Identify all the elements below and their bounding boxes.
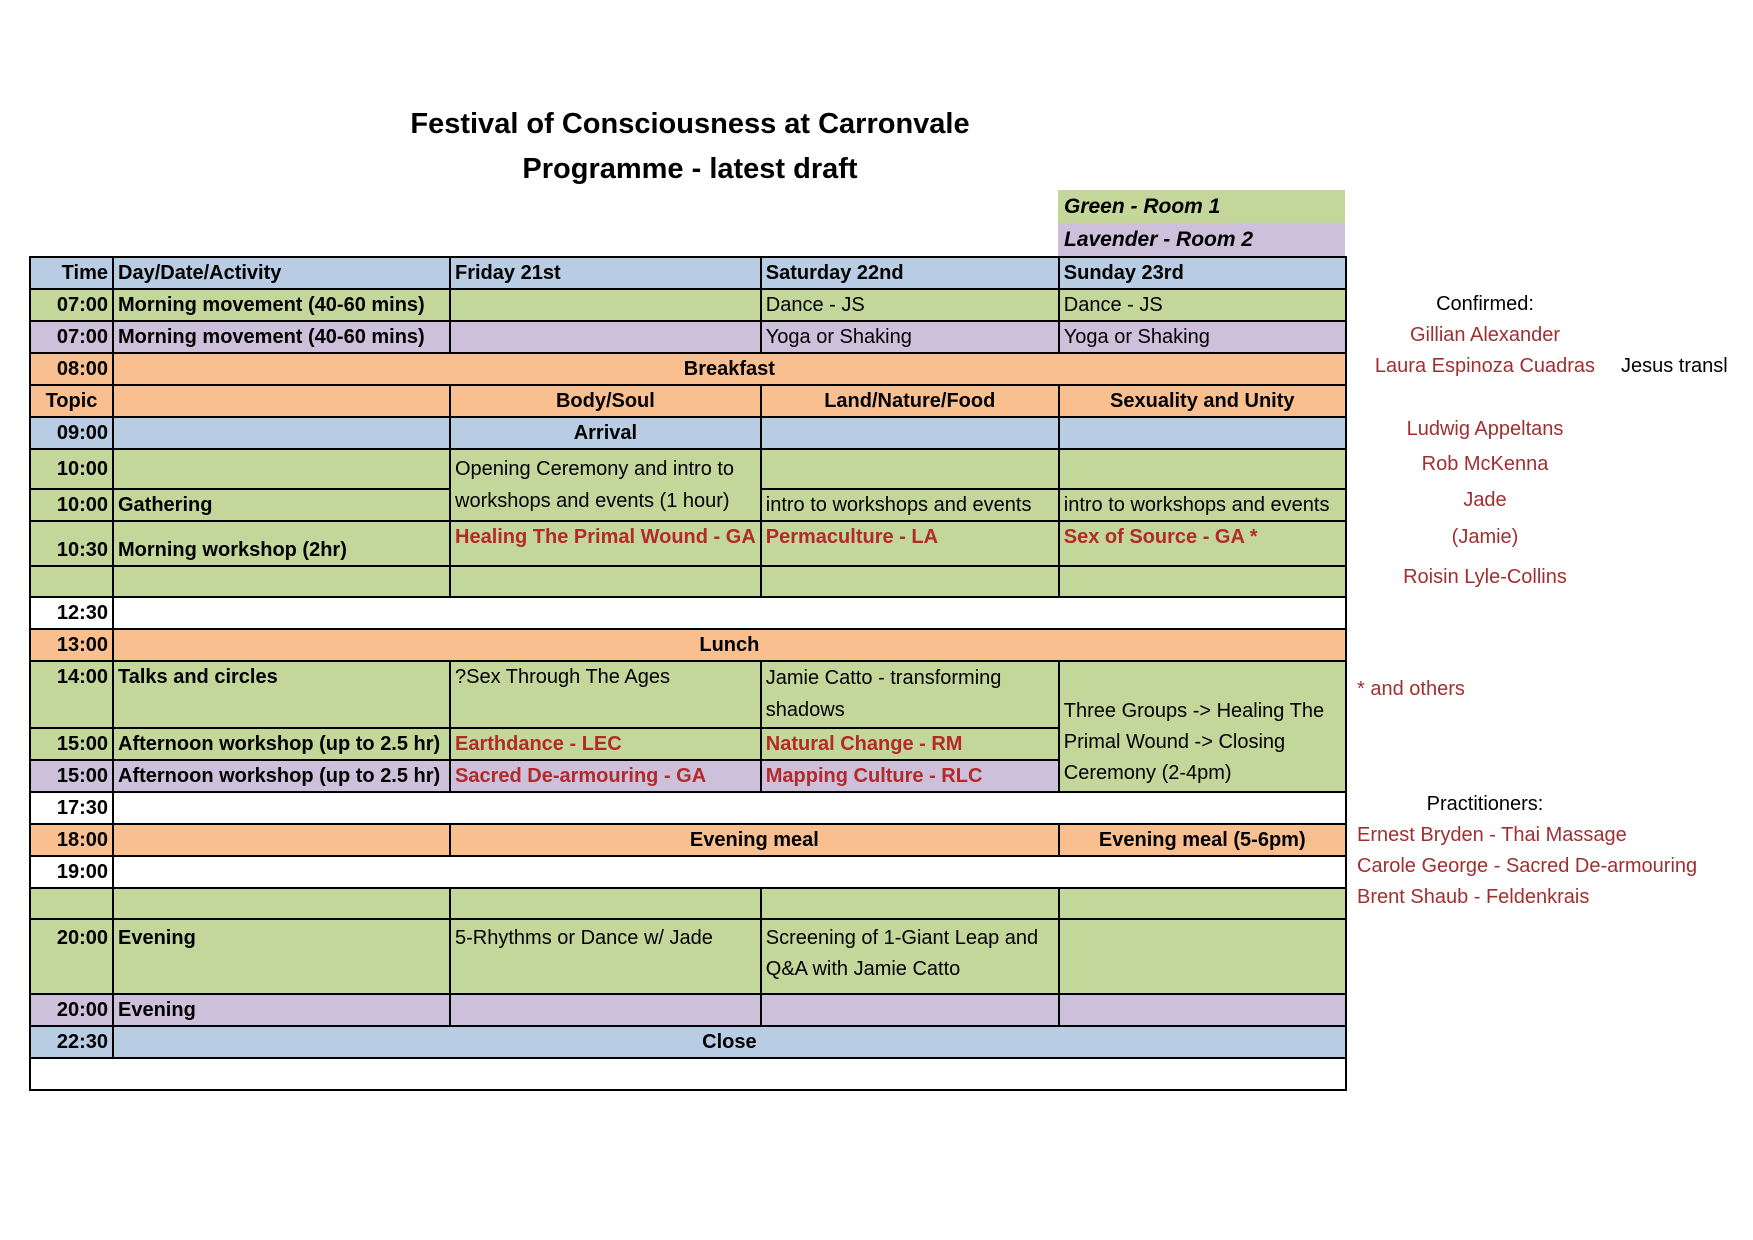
saturday-cell: intro to workshops and events	[761, 489, 1059, 521]
close-cell: Close	[113, 1026, 1346, 1058]
activity-cell: Evening	[113, 994, 450, 1026]
time-cell: 12:30	[30, 597, 113, 629]
sunday-cell	[1059, 417, 1346, 449]
practitioner-item: Brent Shaub - Feldenkrais	[1357, 886, 1590, 908]
sunday-workshop: Sex of Source - GA *	[1059, 521, 1346, 566]
activity-cell: Talks and circles	[113, 661, 450, 728]
practitioner-item: Ernest Bryden - Thai Massage	[1357, 824, 1627, 846]
table-row	[30, 321, 1346, 353]
sunday-cell	[1059, 449, 1346, 489]
saturday-cell	[761, 566, 1059, 597]
empty-span-cell	[113, 856, 1346, 888]
friday-workshop: Healing The Primal Wound - GA	[450, 521, 761, 566]
activity-cell: Morning movement (40-60 mins)	[113, 289, 450, 321]
activity-cell	[113, 385, 450, 417]
header-sunday: Sunday 23rd	[1059, 257, 1346, 289]
header-friday: Friday 21st	[450, 257, 761, 289]
time-cell: 10:00	[30, 489, 113, 521]
saturday-workshop: Mapping Culture - RLC	[761, 760, 1059, 792]
practitioner-item: Carole George - Sacred De-armouring	[1357, 855, 1698, 877]
confirmed-name: Rob McKenna	[1421, 453, 1549, 475]
time-cell: 08:00	[30, 353, 113, 385]
empty-span-cell	[30, 1058, 1346, 1090]
header-activity: Day/Date/Activity	[113, 257, 450, 289]
header-row	[30, 257, 1346, 289]
table-row	[30, 1058, 1346, 1090]
saturday-cell: Jamie Catto - transforming shadows	[761, 661, 1059, 728]
time-cell: 19:00	[30, 856, 113, 888]
saturday-cell: Screening of 1-Giant Leap and Q&A with Jamie Catto	[761, 919, 1059, 994]
table-row	[30, 661, 1346, 728]
table-row	[30, 856, 1346, 888]
time-cell: 13:00	[30, 629, 113, 661]
table-row	[30, 919, 1346, 994]
time-cell: 10:00	[30, 449, 113, 489]
table-row	[30, 629, 1346, 661]
friday-cell: ?Sex Through The Ages	[450, 661, 761, 728]
activity-cell	[113, 824, 450, 856]
confirmed-name: (Jamie)	[1451, 526, 1519, 548]
saturday-cell	[761, 888, 1059, 919]
confirmed-name: Ludwig Appeltans	[1406, 418, 1564, 440]
sunday-topic: Sexuality and Unity	[1059, 385, 1346, 417]
page-title: Festival of Consciousness at Carronvale	[410, 108, 970, 140]
confirmed-label: Confirmed:	[1436, 293, 1534, 315]
activity-cell	[113, 888, 450, 919]
activity-cell: Gathering	[113, 489, 450, 521]
friday-cell: 5-Rhythms or Dance w/ Jade	[450, 919, 761, 994]
header-time: Time	[30, 257, 113, 289]
legend-green: Green - Room 1	[1058, 190, 1345, 223]
evening-meal-cell: Evening meal	[450, 824, 1059, 856]
table-row	[30, 521, 1346, 566]
activity-cell: Morning workshop (2hr)	[113, 521, 450, 566]
and-others-note: * and others	[1357, 678, 1465, 700]
sunday-cell: intro to workshops and events	[1059, 489, 1346, 521]
confirmed-name: Jade	[1463, 489, 1507, 511]
friday-workshop: Sacred De-armouring - GA	[450, 760, 761, 792]
activity-cell: Afternoon workshop (up to 2.5 hr)	[113, 728, 450, 760]
saturday-cell	[761, 994, 1059, 1026]
friday-cell: Opening Ceremony and intro to workshops and events (1 hour)	[450, 449, 761, 521]
empty-span-cell	[113, 597, 1346, 629]
saturday-cell: Dance - JS	[761, 289, 1059, 321]
saturday-cell	[761, 449, 1059, 489]
time-cell: 07:00	[30, 321, 113, 353]
sunday-cell: Yoga or Shaking	[1059, 321, 1346, 353]
activity-cell	[113, 417, 450, 449]
header-saturday: Saturday 22nd	[761, 257, 1059, 289]
table-row	[30, 824, 1346, 856]
saturday-workshop: Permaculture - LA	[761, 521, 1059, 566]
confirmed-name: Roisin Lyle-Collins	[1403, 566, 1567, 588]
saturday-workshop: Natural Change - RM	[761, 728, 1059, 760]
page-subtitle: Programme - latest draft	[522, 153, 858, 185]
lunch-cell: Lunch	[113, 629, 1346, 661]
table-row	[30, 566, 1346, 597]
friday-workshop: Earthdance - LEC	[450, 728, 761, 760]
sunday-cell	[1059, 566, 1346, 597]
activity-cell: Evening	[113, 919, 450, 994]
sunday-cell: Three Groups -> Healing The Primal Wound -> Closing Ceremony (2-4pm)	[1059, 661, 1346, 792]
friday-cell	[450, 321, 761, 353]
time-cell: 10:30	[30, 521, 113, 566]
time-cell: 20:00	[30, 919, 113, 994]
table-row	[30, 1026, 1346, 1058]
sunday-cell	[1059, 888, 1346, 919]
sunday-cell: Dance - JS	[1059, 289, 1346, 321]
time-cell	[30, 566, 113, 597]
time-cell: 09:00	[30, 417, 113, 449]
friday-cell: Arrival	[450, 417, 761, 449]
time-cell: 07:00	[30, 289, 113, 321]
table-row	[30, 417, 1346, 449]
activity-cell	[113, 449, 450, 489]
table-row	[30, 792, 1346, 824]
table-row	[30, 289, 1346, 321]
friday-cell	[450, 566, 761, 597]
activity-cell: Afternoon workshop (up to 2.5 hr)	[113, 760, 450, 792]
friday-topic: Body/Soul	[450, 385, 761, 417]
sunday-evening-meal-cell: Evening meal (5-6pm)	[1059, 824, 1346, 856]
activity-cell: Morning movement (40-60 mins)	[113, 321, 450, 353]
time-cell: 20:00	[30, 994, 113, 1026]
saturday-cell: Yoga or Shaking	[761, 321, 1059, 353]
sunday-cell	[1059, 919, 1346, 994]
confirmed-name: Laura Espinoza Cuadras	[1374, 355, 1596, 377]
table-row	[30, 994, 1346, 1026]
table-row	[30, 597, 1346, 629]
friday-cell	[450, 994, 761, 1026]
time-cell: 14:00	[30, 661, 113, 728]
table-row	[30, 353, 1346, 385]
confirmed-name: Gillian Alexander	[1409, 324, 1561, 346]
translation-note: Jesus transl	[1621, 355, 1728, 377]
time-cell	[30, 888, 113, 919]
time-cell: 15:00	[30, 760, 113, 792]
activity-cell	[113, 566, 450, 597]
legend-lavender: Lavender - Room 2	[1058, 223, 1345, 256]
empty-span-cell	[113, 792, 1346, 824]
time-cell: 18:00	[30, 824, 113, 856]
saturday-topic: Land/Nature/Food	[761, 385, 1059, 417]
topic-row	[30, 385, 1346, 417]
programme-table	[29, 256, 1347, 1091]
saturday-cell	[761, 417, 1059, 449]
table-row	[30, 449, 1346, 489]
practitioners-label: Practitioners:	[1426, 793, 1544, 815]
table-row	[30, 888, 1346, 919]
friday-cell	[450, 888, 761, 919]
breakfast-cell: Breakfast	[113, 353, 1346, 385]
sunday-cell	[1059, 994, 1346, 1026]
time-cell: 22:30	[30, 1026, 113, 1058]
friday-cell	[450, 289, 761, 321]
time-cell: Topic	[30, 385, 113, 417]
time-cell: 15:00	[30, 728, 113, 760]
time-cell: 17:30	[30, 792, 113, 824]
